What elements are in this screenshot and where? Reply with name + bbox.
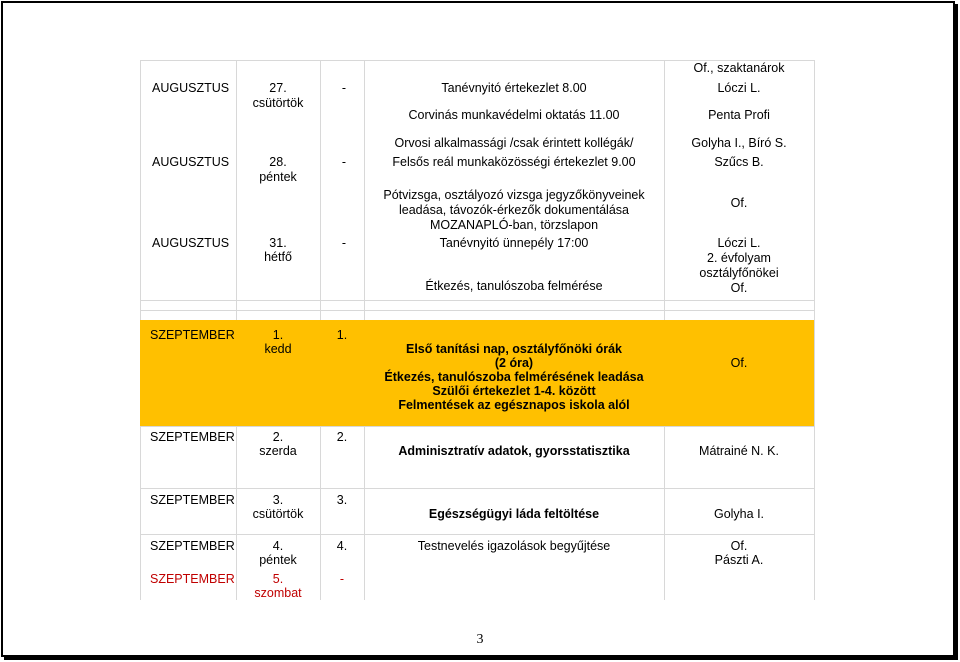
responsible-person: 2. évfolyam	[707, 251, 771, 265]
item-number: 1.	[336, 328, 348, 342]
weekday: csütörtök	[252, 96, 304, 110]
responsible-person: Of.	[730, 281, 748, 295]
responsible-person: osztályfőnökei	[699, 266, 779, 280]
responsible-person: Golyha I., Bíró S.	[691, 136, 787, 150]
month-label: SZEPTEMBER	[150, 328, 235, 342]
responsible-person: Pászti A.	[714, 553, 764, 567]
event-text: Tanévnyitó értekezlet 8.00	[441, 81, 587, 95]
item-number: 2.	[336, 430, 348, 444]
day-number: 1.	[272, 328, 284, 342]
month-label: SZEPTEMBER	[150, 539, 235, 553]
item-number: -	[339, 572, 345, 586]
responsible-person: Lóczi L.	[717, 81, 761, 95]
weekday: kedd	[264, 342, 292, 356]
responsible-person: Penta Profi	[708, 108, 770, 122]
day-number: 3.	[272, 493, 284, 507]
event-text: MOZANAPLÓ-ban, törzslapon	[429, 218, 599, 232]
item-number: 4.	[336, 539, 348, 553]
weekday: szerda	[259, 444, 297, 458]
month-label: AUGUSZTUS	[152, 81, 230, 95]
weekday: szombat	[254, 586, 302, 600]
weekday: péntek	[259, 553, 297, 567]
event-text: Adminisztratív adatok, gyorsstatisztika	[398, 444, 630, 458]
event-text: Egészségügyi láda feltöltése	[428, 507, 600, 521]
page-shadow-right	[955, 4, 958, 660]
responsible-person: Golyha I.	[713, 507, 765, 521]
event-text: Orvosi alkalmassági /csak érintett kollégák/	[394, 136, 634, 150]
grid-line	[140, 300, 815, 301]
responsible-person: Lóczi L.	[717, 236, 761, 250]
event-text: Felmentések az egésznapos iskola alól	[398, 398, 630, 412]
day-number: 27.	[269, 81, 287, 95]
event-separator: -	[341, 155, 347, 169]
responsible-person: Of.	[730, 539, 748, 553]
event-text: Étkezés, tanulószoba felmérésének leadása	[384, 370, 644, 384]
responsible-column-header: Of., szaktanárok	[693, 61, 785, 75]
event-text: (2 óra)	[494, 356, 534, 370]
weekday: csütörtök	[252, 507, 304, 521]
event-text: Szülői értekezlet 1-4. között	[432, 384, 596, 398]
page-shadow-bottom	[4, 657, 958, 660]
event-text: Corvinás munkavédelmi oktatás 11.00	[408, 108, 620, 122]
responsible-person: Of.	[730, 196, 748, 210]
event-text: Első tanítási nap, osztályfőnöki órák	[405, 342, 623, 356]
day-number: 2.	[272, 430, 284, 444]
event-separator: -	[341, 236, 347, 250]
responsible-person: Mátrainé N. K.	[699, 444, 779, 458]
grid-line	[140, 534, 815, 535]
grid-line	[814, 60, 815, 600]
day-number: 28.	[269, 155, 287, 169]
weekday: hétfő	[264, 250, 292, 264]
month-label: AUGUSZTUS	[152, 155, 230, 169]
day-number: 31.	[269, 236, 287, 250]
weekday: péntek	[259, 170, 297, 184]
event-separator: -	[341, 81, 347, 95]
grid-line	[140, 426, 815, 427]
grid-line	[140, 488, 815, 489]
event-text: Tanévnyitó ünnepély 17:00	[439, 236, 589, 250]
page-number: 3	[476, 632, 484, 647]
event-text: Felsős reál munkaközösségi értekezlet 9.00	[392, 155, 636, 169]
event-text: Étkezés, tanulószoba felmérése	[425, 279, 603, 293]
event-text: Pótvizsga, osztályozó vizsga jegyzőkönyveinek	[383, 188, 645, 202]
event-text: leadása, távozók-érkezők dokumentálása	[399, 203, 629, 217]
month-label: SZEPTEMBER	[150, 493, 235, 507]
responsible-person: Szűcs B.	[714, 155, 764, 169]
month-label: SZEPTEMBER	[150, 572, 235, 586]
grid-line	[140, 310, 815, 311]
month-label: SZEPTEMBER	[150, 430, 235, 444]
event-text: Testnevelés igazolások begyűjtése	[417, 539, 611, 553]
day-number: 4.	[272, 539, 284, 553]
responsible-person: Of.	[730, 356, 748, 370]
item-number: 3.	[336, 493, 348, 507]
day-number: 5.	[272, 572, 284, 586]
month-label: AUGUSZTUS	[152, 236, 230, 250]
